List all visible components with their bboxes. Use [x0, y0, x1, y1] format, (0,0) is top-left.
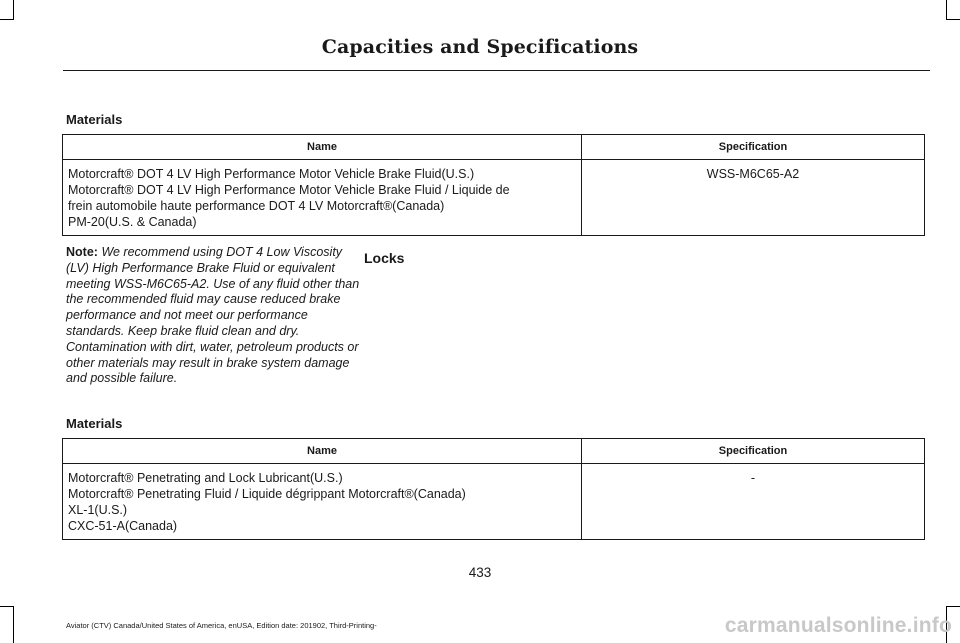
locks-heading: Locks: [364, 250, 405, 266]
table-row: [63, 464, 925, 540]
edition-footer: Aviator (CTV) Canada/United States of America, enUSA, Edition date: 201902, Third-Printing-: [66, 621, 377, 630]
watermark: carmanualsonline.info: [724, 614, 952, 637]
table-header-row: [63, 135, 925, 160]
note-label: Note:: [66, 245, 98, 259]
material-name-line: CXC-51-A(Canada): [68, 519, 178, 533]
column-header-specification: Specification: [582, 135, 925, 160]
column-header-name: Name: [63, 439, 582, 464]
material-name-line: Motorcraft® Penetrating Fluid / Liquide dégrippant Motorcraft®(Canada): [68, 487, 466, 501]
material-name-line: PM-20(U.S. & Canada): [68, 215, 197, 229]
column-header-specification: Specification: [582, 439, 925, 464]
specification-cell: WSS-M6C65-A2: [582, 160, 925, 236]
material-name-line: frein automobile haute performance DOT 4 LV Motorcraft®(Canada): [68, 199, 445, 213]
material-name-line: Motorcraft® DOT 4 LV High Performance Motor Vehicle Brake Fluid / Liquide de: [68, 183, 510, 197]
crop-mark-top-right-horizontal: [946, 19, 960, 20]
materials-heading-locks: Materials: [66, 416, 123, 431]
page-title: Capacities and Specifications: [321, 36, 639, 58]
materials-heading-brake-fluid: Materials: [66, 112, 123, 127]
material-name-line: XL-1(U.S.): [68, 503, 128, 517]
crop-mark-bottom-left-vertical: [13, 606, 14, 643]
table-header-row: [63, 439, 925, 464]
crop-mark-bottom-left-horizontal: [0, 606, 14, 607]
crop-mark-top-left-horizontal: [0, 19, 14, 20]
crop-mark-top-right-vertical: [946, 0, 947, 20]
material-name-line: Motorcraft® Penetrating and Lock Lubricant(U.S.): [68, 471, 343, 485]
locks-materials-table: [62, 438, 925, 540]
specification-cell: -: [582, 464, 925, 540]
note-text: We recommend using DOT 4 Low Viscosity (LV) High Performance Brake Fluid or equivalent meeting WSS-M6C65-A2. Use of any fluid other than the recommended fluid may cause reduced brake performance and not meet our performance standards. Keep brake fluid clean and dry. Contamination with dirt, water, petroleum products or other materials may result in brake system damage and possible failure.: [66, 245, 360, 386]
material-name-line: Motorcraft® DOT 4 LV High Performance Motor Vehicle Brake Fluid(U.S.): [68, 167, 475, 181]
material-name-cell: [63, 160, 582, 236]
material-name-cell: [63, 464, 582, 540]
brake-fluid-materials-table: [62, 134, 925, 236]
column-header-name: Name: [63, 135, 582, 160]
page-number: 433: [468, 565, 492, 580]
brake-fluid-note: [66, 245, 362, 387]
crop-mark-top-left-vertical: [13, 0, 14, 20]
table-row: [63, 160, 925, 236]
header-divider: [63, 70, 930, 71]
crop-mark-bottom-right-horizontal: [946, 606, 960, 607]
